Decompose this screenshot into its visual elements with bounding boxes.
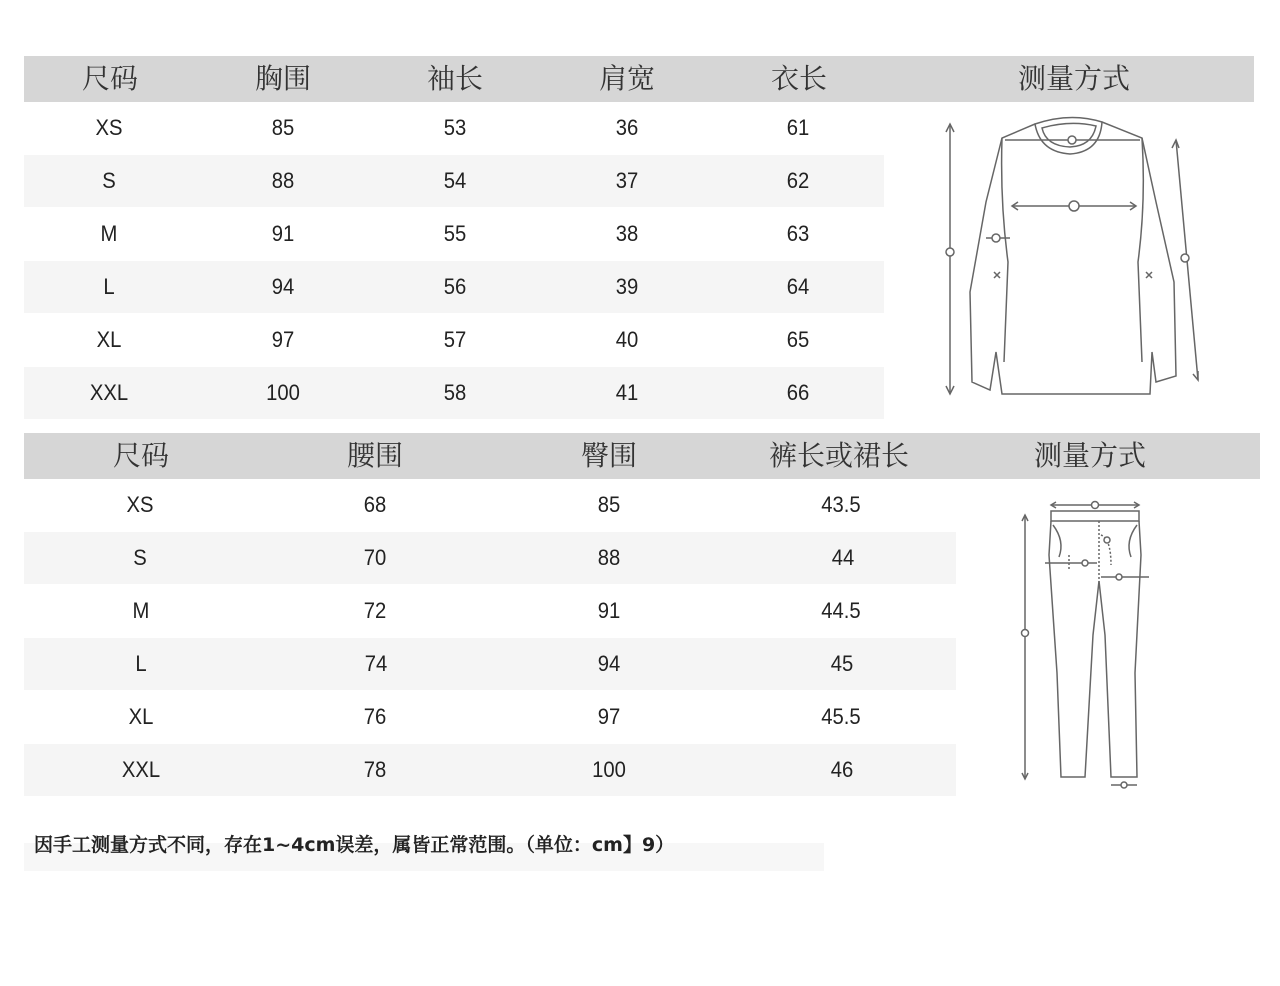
chest-cell: 100 [266,380,300,405]
length-cell: 63 [786,221,810,246]
size-cell: XXL [89,380,129,405]
bottom-header-size: 尺码 [112,439,169,472]
sleeve-cell: 55 [443,221,467,246]
shoulder-cell: 38 [615,221,639,246]
waist-cell: 72 [363,598,387,623]
size-cell: XS [126,492,154,517]
top-header-method: 测量方式 [1017,62,1130,95]
waist-cell: 70 [363,545,387,570]
bottom-header-hip: 臀围 [580,439,637,472]
table-row [24,744,956,796]
size-cell: S [133,545,147,570]
sleeve-cell: 58 [443,380,467,405]
length-cell: 65 [786,327,810,352]
shoulder-cell: 37 [615,168,639,193]
size-cell: XXL [121,757,161,782]
sleeve-cell: 56 [443,274,467,299]
table-row [24,532,956,584]
size-cell: L [103,274,115,299]
sleeve-cell: 57 [443,327,467,352]
hip-cell: 91 [597,598,621,623]
top-table-header [24,56,1254,102]
size-cell: XL [96,327,122,352]
chest-cell: 85 [271,115,295,140]
size-cell: L [135,651,147,676]
table-row [24,208,884,260]
hip-cell: 97 [597,704,621,729]
waist-cell: 76 [363,704,387,729]
size-cell: XL [128,704,154,729]
length-cell: 61 [786,115,810,140]
table-row [24,585,956,637]
length-cell: 45 [830,651,854,676]
waist-cell: 78 [363,757,387,782]
bottom-header-method: 测量方式 [1033,439,1146,472]
pants-measurement-icon [1015,495,1165,795]
bottom-header-waist: 腰围 [346,439,403,472]
size-cell: M [132,598,150,623]
hip-cell: 100 [592,757,626,782]
measurement-note-text: 因手工测量方式不同，存在1~4cm误差，属皆正常范围。（单位：cm】9） [34,834,675,856]
table-row [24,479,956,531]
table-row [24,261,884,313]
sleeve-cell: 53 [443,115,467,140]
length-cell: 43.5 [821,492,861,517]
hip-cell: 85 [597,492,621,517]
table-row [24,155,884,207]
sleeve-cell: 54 [443,168,467,193]
waist-cell: 68 [363,492,387,517]
top-header-length: 衣长 [770,62,827,95]
chest-cell: 88 [271,168,295,193]
table-row [24,367,884,419]
table-row [24,314,884,366]
size-cell: M [100,221,118,246]
table-row [24,638,956,690]
bottom-header-length: 裤长或裙长 [768,439,909,472]
shoulder-cell: 41 [615,380,639,405]
shoulder-cell: 39 [615,274,639,299]
top-header-sleeve: 袖长 [426,62,483,95]
top-header-chest: 胸围 [254,62,311,95]
waist-cell: 74 [364,651,388,676]
top-header-size: 尺码 [81,62,138,95]
length-cell: 44 [831,545,855,570]
hip-cell: 94 [597,651,621,676]
shoulder-cell: 36 [615,115,639,140]
size-cell: S [102,168,116,193]
size-cell: XS [95,115,123,140]
bottom-table-header [24,433,1260,479]
top-header-shoulder: 肩宽 [598,62,655,95]
length-cell: 44.5 [821,598,861,623]
length-cell: 64 [786,274,810,299]
chest-cell: 91 [271,221,295,246]
shoulder-cell: 40 [615,327,639,352]
chest-cell: 94 [271,274,295,299]
length-cell: 62 [786,168,810,193]
length-cell: 46 [830,757,854,782]
table-row [24,691,956,743]
hip-cell: 88 [597,545,621,570]
table-row [24,102,884,154]
chest-cell: 97 [271,327,295,352]
measurement-note [24,829,824,871]
length-cell: 66 [786,380,810,405]
length-cell: 45.5 [821,704,861,729]
shirt-measurement-icon [930,112,1210,412]
